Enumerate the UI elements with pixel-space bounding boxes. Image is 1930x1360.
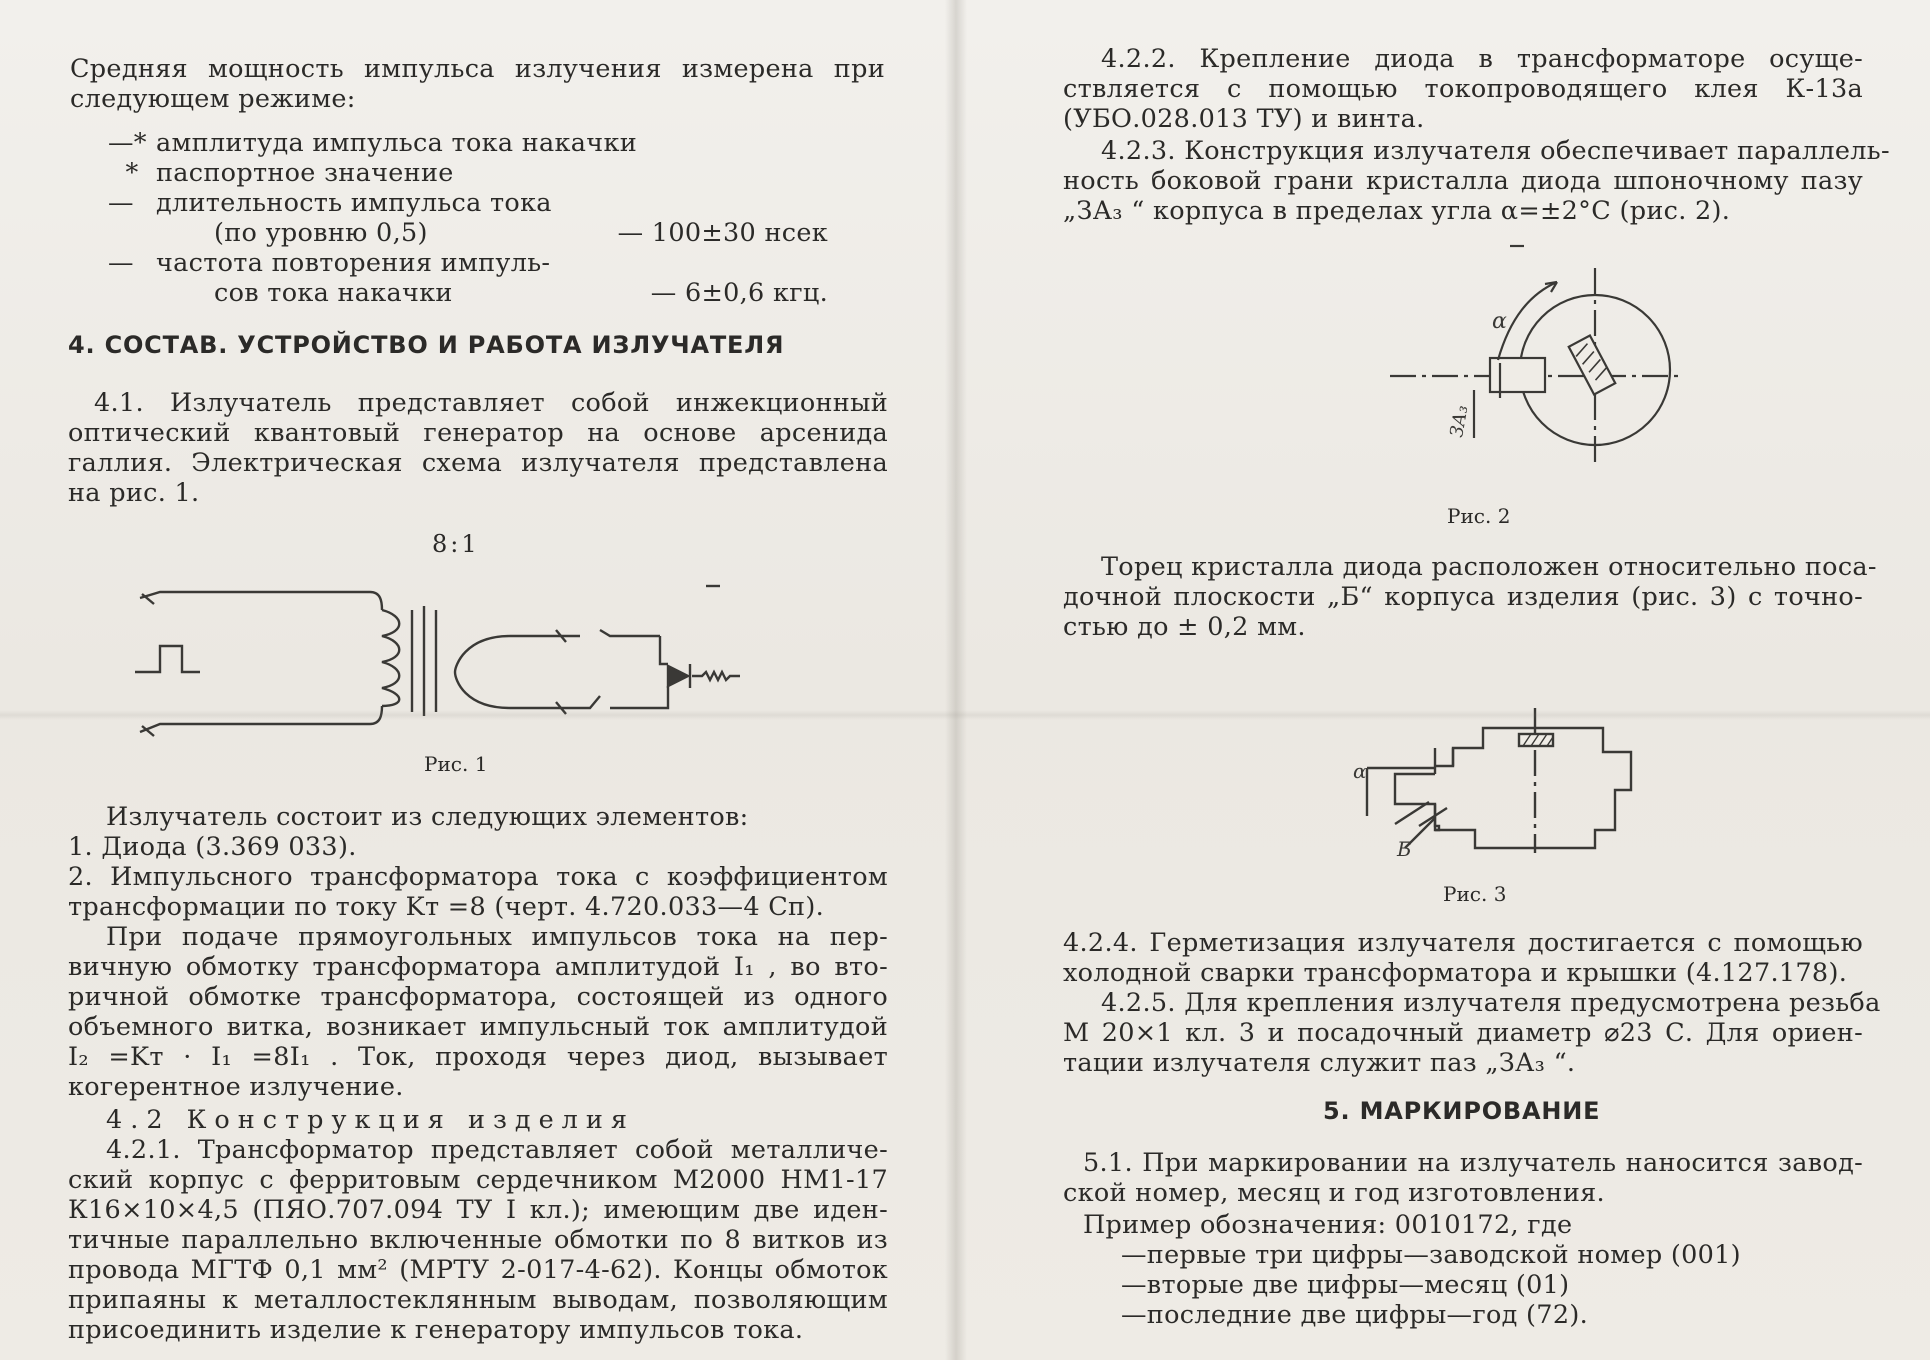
- param-row: [108, 218, 828, 248]
- param-text: сов тока накачки: [214, 278, 453, 308]
- marking-example: [1083, 1210, 1863, 1330]
- p421-line: 4.2.1. Трансформатор представляет собой металличе-: [106, 1135, 888, 1165]
- figure-3-caption: Рис. 3: [1443, 882, 1507, 906]
- elements-list: [68, 802, 888, 922]
- pulse-line: объемного витка, возникает импульсный ток амплитудой: [68, 1012, 888, 1042]
- paragraph-4-1: [68, 388, 888, 508]
- pulse-line: вичную обмотку трансформатора амплитудой I₁ , во вто-: [68, 952, 888, 982]
- example-intro: Пример обозначения: 0010172, где: [1083, 1210, 1573, 1240]
- secondary-turn-icon: [455, 636, 600, 708]
- example-item: —первые три цифры—заводской номер (001): [1121, 1240, 1741, 1270]
- paragraph-4-2-1: [68, 1135, 888, 1345]
- elements-intro: Излучатель состоит из следующих элементов:: [106, 802, 749, 832]
- intro-line: следующем режиме:: [70, 84, 356, 114]
- tor-line: стью до ± 0,2 мм.: [1063, 612, 1306, 642]
- pulse-line: При подаче прямоугольных импульсов тока на пер-: [106, 922, 888, 952]
- p422-line: ствляется с помощью токопроводящего клея К-13а: [1063, 74, 1863, 104]
- figure-2-caption: Рис. 2: [1447, 504, 1511, 528]
- paragraph-4-2-3: [1063, 136, 1890, 226]
- param-row: [108, 158, 828, 188]
- tor-paragraph: [1063, 552, 1877, 642]
- p423-line: 4.2.3. Конструкция излучателя обеспечивает параллель-: [1101, 136, 1890, 166]
- param-value: — 6±0,6 кгц.: [650, 278, 828, 308]
- section-4-title: 4. СОСТАВ. УСТРОЙСТВО И РАБОТА ИЗЛУЧАТЕЛЯ: [68, 331, 785, 359]
- paragraph-4-2-5: [1063, 988, 1881, 1078]
- param-text: амплитуда импульса тока накачки: [156, 128, 637, 158]
- example-item: —вторые две цифры—месяц (01): [1121, 1270, 1570, 1300]
- p51-line: 5.1. При маркировании на излучатель наносится завод-: [1083, 1148, 1863, 1178]
- p421-line: К16×10×4,5 (ПЯО.707.094 ТУ I кл.); имеющим две иден-: [68, 1195, 888, 1225]
- p422-line: 4.2.2. Крепление диода в трансформаторе осуще-: [1101, 44, 1863, 74]
- p422-line: (УБО.028.013 ТУ) и винта.: [1063, 104, 1425, 134]
- param-value: — 100±30 нсек: [617, 218, 828, 248]
- paragraph-4-2-4: [1063, 928, 1863, 988]
- p421-line: тичные параллельно включенные обмотки по 8 витков из: [68, 1225, 888, 1255]
- tor-line: дочной плоскости „Б“ корпуса изделия (рис. 3) с точно-: [1063, 582, 1863, 612]
- param-lead: —*: [108, 128, 147, 158]
- p41-line: 4.1. Излучатель представляет собой инжекционный: [94, 388, 888, 418]
- element-item: 1. Диода (3.369 033).: [68, 832, 357, 862]
- fig3-b-label: Б: [1397, 837, 1412, 861]
- pulse-paragraph: [68, 922, 888, 1102]
- mode-parameters: [108, 128, 828, 308]
- param-lead: —: [108, 248, 134, 278]
- tor-line: Торец кристалла диода расположен относительно поса-: [1101, 552, 1877, 582]
- paragraph-4-2-2: [1063, 44, 1863, 134]
- p41-line: на рис. 1.: [68, 478, 200, 508]
- transformer-ratio: 8:1: [432, 530, 480, 558]
- fig2-alpha-label: α: [1492, 309, 1507, 334]
- p41-line: галлия. Электрическая схема излучателя представлена: [68, 448, 888, 478]
- example-item: —последние две цифры—год (72).: [1121, 1300, 1589, 1330]
- p423-line: ность боковой грани кристалла диода шпоночному пазу: [1063, 166, 1863, 196]
- horizontal-crease: [0, 710, 1930, 720]
- p424-line: холодной сварки трансформатора и крышки (4.127.178).: [1063, 958, 1848, 988]
- p423-line: „ЗА₃ “ корпуса в пределах угла α=±2°С (рис. 2).: [1063, 196, 1731, 226]
- param-row: [108, 278, 828, 308]
- diode-icon: [668, 666, 688, 686]
- section-4-2-title: 4.2 Конструкция изделия: [106, 1105, 635, 1135]
- pulse-line: когерентное излучение.: [68, 1072, 404, 1102]
- figure-2-drawing: [1360, 238, 1690, 478]
- p51-line: ской номер, месяц и год изготовления.: [1063, 1178, 1605, 1208]
- p421-line: ский корпус с ферритовым сердечником М2000 НМ1-17: [68, 1165, 888, 1195]
- p425-line: тации излучателя служит паз „ЗА₃ “.: [1063, 1048, 1576, 1078]
- param-text: (по уровню 0,5): [214, 218, 428, 248]
- param-text: паспортное значение: [156, 158, 454, 188]
- left-page: [0, 0, 955, 1360]
- p421-line: припаяны к металлостеклянным выводам, позволяющим: [68, 1285, 888, 1315]
- emission-arrow-icon: [692, 672, 740, 680]
- right-page: [955, 0, 1930, 1360]
- figure-3-drawing: [1335, 708, 1675, 861]
- p425-line: 4.2.5. Для крепления излучателя предусмотрена резьба: [1101, 988, 1881, 1018]
- param-row: [108, 248, 828, 278]
- crystal-icon: [1569, 336, 1616, 395]
- p41-line: оптический квантовый генератор на основе арсенида: [68, 418, 888, 448]
- param-row: [108, 128, 828, 158]
- param-lead: —: [108, 188, 134, 218]
- param-row: [108, 188, 828, 218]
- element-item: трансформации по току Kт =8 (черт. 4.720.033—4 Сп).: [68, 892, 825, 922]
- p421-line: провода МГТФ 0,1 мм² (МРТУ 2-017-4-62). Концы обмоток: [68, 1255, 888, 1285]
- slot-rect-icon: [1490, 358, 1545, 392]
- p421-line: присоединить изделие к генератору импульсов тока.: [68, 1315, 804, 1345]
- param-text: длительность импульса тока: [156, 188, 552, 218]
- pulse-icon: [135, 646, 200, 672]
- intro-line: Средняя мощность импульса излучения измерена при: [70, 54, 885, 84]
- param-lead: *: [125, 158, 139, 188]
- pulse-line: I₂ =Kт · I₁ =8I₁ . Ток, проходя через диод, вызывает: [68, 1042, 888, 1072]
- section-5-title: 5. МАРКИРОВАНИЕ: [1323, 1097, 1601, 1125]
- p425-line: М 20×1 кл. 3 и посадочный диаметр ⌀23 С. Для ориен-: [1063, 1018, 1863, 1048]
- fig2-slot-label: ЗА₃: [1446, 403, 1473, 439]
- paragraph-5-1: [1063, 1148, 1863, 1208]
- fig3-alpha-label: α: [1353, 759, 1367, 783]
- pulse-line: ричной обмотке трансформатора, состоящей из одного: [68, 982, 888, 1012]
- page-fold: [945, 0, 967, 1360]
- primary-coil-icon: [382, 610, 399, 706]
- figure-1-circuit: [120, 570, 780, 750]
- figure-1-caption: Рис. 1: [424, 752, 488, 776]
- element-item: 2. Импульсного трансформатора тока с коэффициентом: [68, 862, 888, 892]
- param-text: частота повторения импуль-: [156, 248, 551, 278]
- primary-lead-top: [140, 592, 382, 610]
- intro-paragraph: [70, 54, 885, 114]
- p424-line: 4.2.4. Герметизация излучателя достигается с помощью: [1063, 928, 1863, 958]
